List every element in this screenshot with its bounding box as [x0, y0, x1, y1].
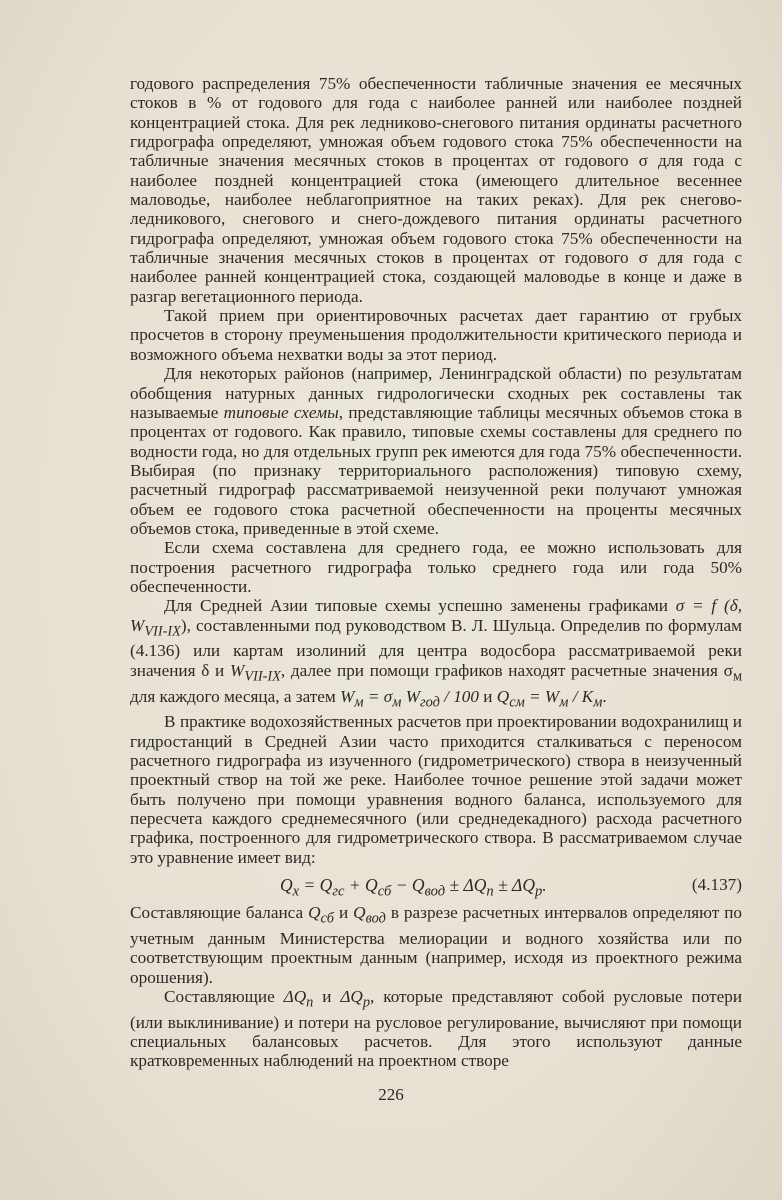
symbol-dQ-p: $\Delta Q_п$	[283, 986, 314, 1011]
equation-number: (4.137)	[691, 875, 742, 895]
paragraph-7	[130, 903, 742, 987]
p7-and: и	[338, 903, 349, 923]
equation-4-137	[130, 869, 742, 901]
p5-text-c: , далее при помощи графиков находят расчетные значения σ	[280, 660, 733, 680]
paragraph-5: Для Средней Азии типовые схемы успешно заменены графиками σ = f (δ, $W_{VII-IX}$), составленными под руководством В. Л. Шульца. Определив по формулам (4.136) или картам изолиний для центра водосбора рассматриваемой реки значения δ и $W_{VII-IX}$, далее при помощи графиков находят расчетные значения $\sigma_м$ для каждого месяца, а затем $W_м = \sigma_м$ $W_{год} / 100$ и $Q_{см} = W_м / K_м$.	[130, 596, 743, 710]
paragraph-6: В практике водохозяйственных расчетов при проектировании водохранилищ и гидростанций в Средней Азии часто приходится сталкиваться с переносом расчетного гидрографа из изученного (гидрометрического) створа в неизученный проектный створ на той же реке. Наиболее точное решение этой задачи может быть получено при помощи уравнения водного баланса, используемого для пересчета каждого среднемесячного (или среднедекадного) расхода расчетного графика, построенного для гидрометрического створа. В рассматриваемом случае это уравнение имеет вид:	[130, 712, 742, 867]
p8-text-b: , которые представляют собой русловые потери (или выклинивание) и потери на русловое регулирование, вычисляют при помощи специальных балансовых расчетов. Для этого используют данные кратковременных наблюдений на проектном створе	[130, 986, 743, 1071]
p3-text-after: , представляющие таблицы месячных объемов стока в процентах от годового. Как правило, типовые схемы составлены для среднего по водности года, но для отдельных групп рек имеются для года 75% обеспеченности. Выбирая (по признаку территориального расположения) типовую схему, расчетный гидрограф рассматриваемой неизученной реки получают умножая объем ее годового стока расчетной обеспеченности на проценты месячных объемов стока, приведенные в этой схеме.	[130, 402, 742, 538]
formula-sigma-f: σ = f (δ, $W_{VII-IX}$	[130, 596, 742, 640]
paragraph-1: годового распределения 75% обеспеченности табличные значения ее месячных стоков в % от годового для года с наиболее ранней или наиболее поздней концентрацией стока. Для рек ледниково-снегового питания ординаты расчетного гидрографа определяют, умножая объем годового стока 75% обеспеченности на табличные значения месячных стоков в процентах от годового σ для года с наиболее поздней концентрацией стока (имеющего длительное весеннее маловодье, наиболее неблагоприятное на таких реках). Для рек снегово-ледникового, снегового и снего-дождевого питания ординаты расчетного гидрографа определяют, умножая объем годового стока 75% обеспеченности на табличные значения месячных стоков в процентах от годового σ для года с наиболее ранней концентрацией стока, создающей маловодье в конце и даже в разгар вегетационного периода.	[130, 74, 742, 306]
p5-text-b: ), составленными под руководством В. Л. Шульца. Определив по формулам (4.136) или картам изолиний для центра водосбора рассматриваемой реки значения δ и	[130, 615, 742, 680]
paragraph-4: Если схема составлена для среднего года, ее можно использовать для построения расчетного гидрографа только среднего года или года 50% обеспеченности.	[130, 538, 742, 596]
p8-text-a: Составляющие	[164, 986, 275, 1006]
page-number: 226	[378, 1085, 404, 1104]
p5-and: и	[483, 686, 493, 706]
term-typical-schemes: типовые схемы	[223, 402, 339, 422]
p5-text-a: Для Средней Азии типовые схемы успешно заменены графиками	[164, 596, 668, 616]
paragraph-3	[130, 364, 742, 538]
p7-text-b: в разрезе расчетных интервалов определяют по учетным данным Министерства мелиорации и водного хозяйства или по соответствующим проектным данным (например, исходя из проектного режима орошения).	[130, 903, 743, 987]
equation-body: $Q_x = Q_{гс} + Q_{сб} - Q_{вод} \pm \Delta Q_п \pm \Delta Q_р$.	[280, 875, 547, 900]
symbol-Q-sb: $Q_{сб}$	[308, 903, 334, 927]
symbol-dQ-r: $\Delta Q_р$	[340, 986, 371, 1011]
formula-Wm: $W_м = \sigma_м$ $W_{год} / 100$	[340, 686, 479, 710]
formula-W-VII-IX: $W_{VII-IX}$	[229, 660, 281, 685]
p8-and: и	[322, 986, 332, 1006]
p3-text-before: Для некоторых районов (например, Ленинградской области) по результатам обобщения натурных данных гидрологически сходных рек составлены так называемые	[130, 364, 742, 422]
formula-Qsm: $Q_{см} = W_м / K_м$	[496, 686, 603, 710]
paragraph-8	[130, 987, 742, 1071]
paragraph-2: Такой прием при ориентировочных расчетах дает гарантию от грубых просчетов в сторону преуменьшения продолжительности критического периода и возможного объема нехватки воды за этот период.	[130, 306, 742, 364]
p5-sub-m: м	[732, 668, 743, 685]
p5-text-d: для каждого месяца, а затем	[130, 686, 336, 706]
symbol-Q-vod: $Q_{вод}$	[353, 903, 386, 927]
p7-text-a: Составляющие баланса	[130, 903, 304, 923]
body-text	[130, 74, 742, 1071]
